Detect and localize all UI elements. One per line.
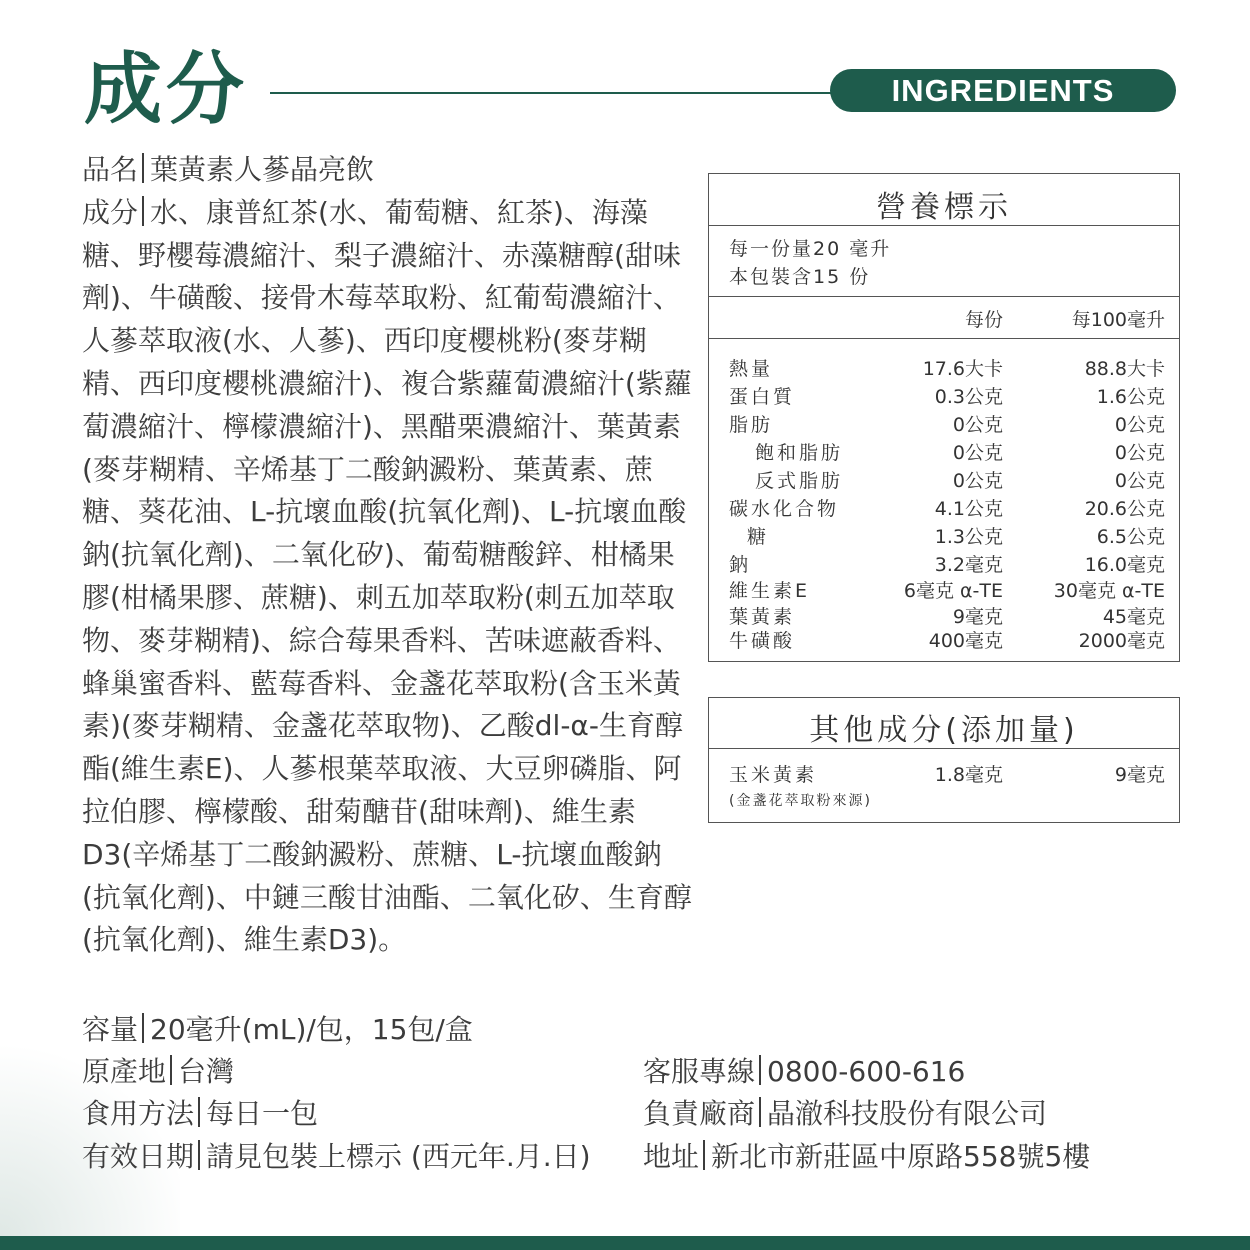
- ingredients-value: 水、康普紅茶(水、葡萄糖、紅茶)、海藻糖、野櫻莓濃縮汁、梨子濃縮汁、赤藻糖醇(甜味劑)、牛磺酸、接骨木莓萃取粉、紅葡萄濃縮汁、人蔘萃取液(水、人蔘)、西印度櫻桃粉(麥芽糊精、西印度櫻桃濃縮汁)、複合紫蘿蔔濃縮汁(紫蘿蔔濃縮汁、檸檬濃縮汁)、黑醋栗濃縮汁、葉黃素(麥芽糊精、辛烯基丁二酸鈉澱粉、葉黃素、蔗糖、葵花油、L-抗壞血酸(抗氧化劑)、L-抗壞血酸鈉(抗氧化劑)、二氧化矽)、葡萄糖酸鋅、柑橘果膠(柑橘果膠、蔗糖)、刺五加萃取粉(刺五加萃取物、麥芽糊精)、綜合莓果香料、苦味遮蔽香料、蜂巢蜜香料、藍莓香料、金盞花萃取粉(含玉米黃素)(麥芽糊精、金盞花萃取物)、乙酸dl-α-生育醇酯(維生素E)、人蔘根葉萃取液、大豆卵磷脂、阿拉伯膠、檸檬酸、甜菊醣苷(甜味劑)、維生素D3(辛烯基丁二酸鈉澱粉、蔗糖、L-抗壞血酸鈉(抗氧化劑)、中鏈三酸甘油酯、二氧化矽、生育醇(抗氧化劑)、維生素D3)。: [82, 195, 692, 957]
- ingredients-badge: INGREDIENTS: [830, 69, 1176, 112]
- product-name-label: 品名: [82, 153, 139, 186]
- nutrition-row: 葉黃素 9毫克 45毫克: [729, 606, 1165, 628]
- other-item-name: 玉米黃素: [729, 764, 818, 786]
- nutrition-row: 熱量 17.6大卡 88.8大卡: [729, 358, 1165, 380]
- service-label: 客服專線: [643, 1055, 756, 1088]
- address-label: 地址: [643, 1140, 700, 1173]
- ingredients-section: [82, 149, 692, 962]
- servings-per-pack: 本包裝含15 份: [729, 266, 871, 288]
- divider: [709, 748, 1179, 749]
- origin-line: [82, 1051, 234, 1093]
- serving-size: 每一份量20 毫升: [729, 238, 892, 260]
- separator: [170, 1055, 172, 1085]
- expiry-value: 請見包裝上標示 (西元年.月.日): [206, 1140, 591, 1173]
- separator: [142, 153, 144, 183]
- volume-line: [82, 1009, 473, 1051]
- divider: [709, 296, 1179, 297]
- separator: [703, 1140, 705, 1170]
- separator: [759, 1055, 761, 1085]
- nutrition-row: 飽和脂肪 0公克 0公克: [755, 442, 1165, 464]
- usage-label: 食用方法: [82, 1097, 195, 1130]
- maker-label: 負責廠商: [643, 1097, 756, 1130]
- expiry-line: [82, 1136, 591, 1178]
- usage-line: [82, 1093, 318, 1135]
- other-item-per: 1.8毫克: [934, 764, 1003, 786]
- nutrition-row: 維生素E 6毫克 α-TE 30毫克 α-TE: [729, 580, 1165, 602]
- address-value: 新北市新莊區中原路558號5樓: [711, 1140, 1091, 1173]
- column-header-row: [709, 305, 1179, 333]
- col-per-100ml: 每100毫升: [1071, 309, 1165, 331]
- origin-label: 原產地: [82, 1055, 167, 1088]
- service-line: [643, 1051, 965, 1093]
- other-row: [709, 760, 1179, 788]
- nutrition-table: [708, 173, 1180, 662]
- separator: [759, 1097, 761, 1127]
- other-item-source: (金盞花萃取粉來源): [729, 793, 872, 809]
- ingredients-text: [82, 192, 692, 962]
- expiry-label: 有效日期: [82, 1140, 195, 1173]
- usage-value: 每日一包: [206, 1097, 319, 1130]
- nutrition-row: 糖 1.3公克 6.5公克: [747, 526, 1165, 548]
- footer-bar: [0, 1236, 1250, 1250]
- divider: [709, 225, 1179, 226]
- address-line: [643, 1136, 1090, 1178]
- nutrition-row: 脂肪 0公克 0公克: [729, 414, 1165, 436]
- separator: [198, 1097, 200, 1127]
- other-item-per100: 9毫克: [1114, 764, 1165, 786]
- nutrition-row: 蛋白質 0.3公克 1.6公克: [729, 386, 1165, 408]
- nutrition-row: 牛磺酸 400毫克 2000毫克: [729, 630, 1165, 652]
- separator: [198, 1140, 200, 1170]
- other-ingredients-table: [708, 697, 1180, 823]
- title-divider: [270, 92, 850, 94]
- col-per-serving: 每份: [964, 309, 1003, 331]
- nutrition-title: 營養標示: [876, 190, 1012, 225]
- service-value: 0800-600-616: [767, 1055, 966, 1088]
- nutrition-row: 反式脂肪 0公克 0公克: [755, 470, 1165, 492]
- product-name: [82, 149, 692, 192]
- nutrition-row: 碳水化合物 4.1公克 20.6公克: [729, 498, 1165, 520]
- maker-line: [643, 1093, 1047, 1135]
- product-name-value: 葉黃素人蔘晶亮飲: [150, 153, 375, 186]
- page-title: 成分: [84, 45, 249, 135]
- volume-label: 容量: [82, 1013, 139, 1046]
- separator: [142, 1013, 144, 1043]
- other-title: 其他成分(添加量): [809, 713, 1079, 748]
- ingredients-label: 成分: [82, 195, 139, 229]
- nutrition-row: 鈉 3.2毫克 16.0毫克: [729, 554, 1165, 576]
- volume-value: 20毫升(mL)/包，15包/盒: [150, 1013, 473, 1046]
- maker-value: 晶澈科技股份有限公司: [767, 1097, 1048, 1130]
- separator: [142, 196, 144, 226]
- origin-value: 台灣: [178, 1055, 235, 1088]
- divider: [709, 338, 1179, 339]
